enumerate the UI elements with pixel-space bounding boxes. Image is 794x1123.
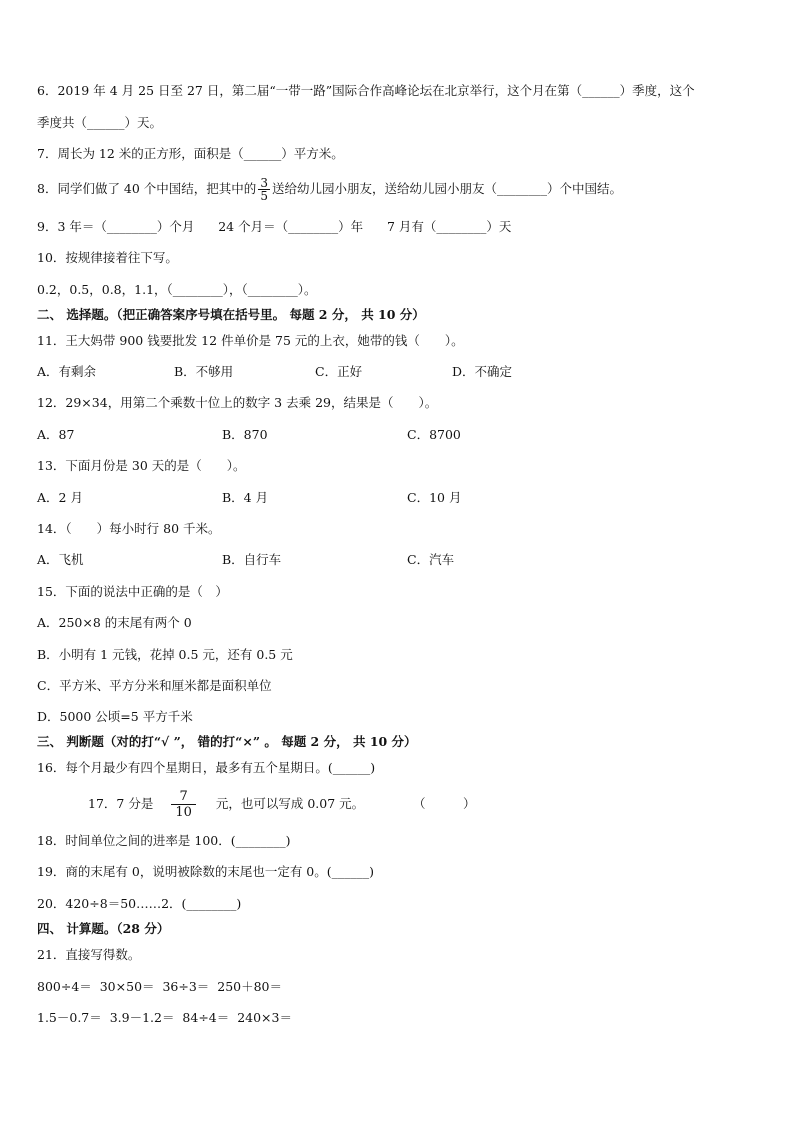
question-8-text-before: 8．同学们做了 40 个中国结，把其中的	[37, 181, 257, 196]
question-12-option-b: B．870	[222, 427, 268, 442]
question-8	[37, 172, 622, 206]
question-20: 20．420÷8＝50……2．(________)	[37, 896, 242, 911]
calculation-row-1: 800÷4＝ 30×50＝ 36÷3＝ 250＋80＝	[37, 979, 283, 994]
question-12-option-c: C．8700	[407, 427, 461, 442]
section-3-heading: 三、 判断题（对的打“√ ”， 错的打“×” 。 每题 2 分， 共 10 分）	[37, 734, 417, 749]
fraction-seven-tenths	[171, 789, 196, 820]
question-15-option-b: B．小明有 1 元钱，花掉 0.5 元，还有 0.5 元	[37, 647, 293, 662]
fraction-denominator: 10	[175, 805, 192, 820]
question-11-option-b: B．不够用	[174, 364, 234, 379]
question-10: 10．按规律接着往下写。	[37, 250, 178, 265]
question-6-line-1: 6．2019 年 4 月 25 日至 27 日，第二届“一带一路”国际合作高峰论坛在北京举行，这个月在第（______）季度，这个	[37, 83, 695, 98]
fraction-three-fifths	[258, 177, 270, 202]
question-10-sequence: 0.2，0.5，0.8，1.1，（________），（________）。	[37, 282, 317, 297]
section-4-heading: 四、 计算题。（28 分）	[37, 921, 170, 936]
calculation-row-2: 1.5－0.7＝ 3.9－1.2＝ 84÷4＝ 240×3＝	[37, 1010, 292, 1025]
question-17-text-before: 17．7 分是	[88, 796, 154, 811]
question-12-option-a: A．87	[37, 427, 75, 442]
question-13-option-c: C．10 月	[407, 490, 462, 505]
question-7: 7．周长为 12 米的正方形，面积是（______）平方米。	[37, 146, 344, 161]
fraction-numerator: 3	[260, 176, 268, 190]
question-16: 16．每个月最少有四个星期日，最多有五个星期日。(______)	[37, 760, 376, 775]
question-21: 21．直接写得数。	[37, 947, 141, 962]
question-11: 11．王大妈带 900 钱要批发 12 件单价是 75 元的上衣，她带的钱（ ）。	[37, 333, 464, 348]
question-14: 14．（ ）每小时行 80 千米。	[37, 521, 221, 536]
question-15-option-a: A．250×8 的末尾有两个 0	[37, 615, 192, 630]
question-13-option-a: A．2 月	[37, 490, 83, 505]
section-2-heading: 二、 选择题。（把正确答案序号填在括号里。 每题 2 分， 共 10 分）	[37, 307, 425, 322]
question-13-option-b: B．4 月	[222, 490, 269, 505]
question-15: 15．下面的说法中正确的是（ ）	[37, 584, 228, 599]
question-14-option-b: B．自行车	[222, 552, 282, 567]
question-15-option-c: C．平方米、平方分米和厘米都是面积单位	[37, 678, 272, 693]
question-15-option-d: D．5000 公顷=5 平方千米	[37, 709, 193, 724]
question-11-option-a: A．有剩余	[37, 364, 97, 379]
question-14-option-c: C．汽车	[407, 552, 455, 567]
question-6-line-2: 季度共（______）天。	[37, 115, 163, 130]
question-9: 9．3 年＝（________）个月 24 个月＝（________）年 7 月有（________）天	[37, 219, 512, 234]
question-8-text-after: 送给幼儿园小朋友，送给幼儿园小朋友（________）个中国结。	[271, 181, 622, 196]
question-13: 13．下面月份是 30 天的是（ ）。	[37, 458, 246, 473]
question-12: 12．29×34，用第二个乘数十位上的数字 3 去乘 29，结果是（ ）。	[37, 395, 438, 410]
question-11-option-c: C．正好	[315, 364, 363, 379]
question-14-option-a: A．飞机	[37, 552, 84, 567]
question-19: 19．商的末尾有 0，说明被除数的末尾也一定有 0。(______)	[37, 864, 375, 879]
fraction-numerator: 7	[171, 789, 196, 805]
question-17-answer-paren: （ ）	[413, 796, 476, 811]
question-17-text-after: 元，也可以写成 0.07 元。	[215, 796, 365, 811]
question-17	[88, 786, 364, 822]
fraction-denominator: 5	[260, 189, 268, 203]
question-11-option-d: D．不确定	[452, 364, 513, 379]
question-18: 18．时间单位之间的进率是 100．(________)	[37, 833, 291, 848]
